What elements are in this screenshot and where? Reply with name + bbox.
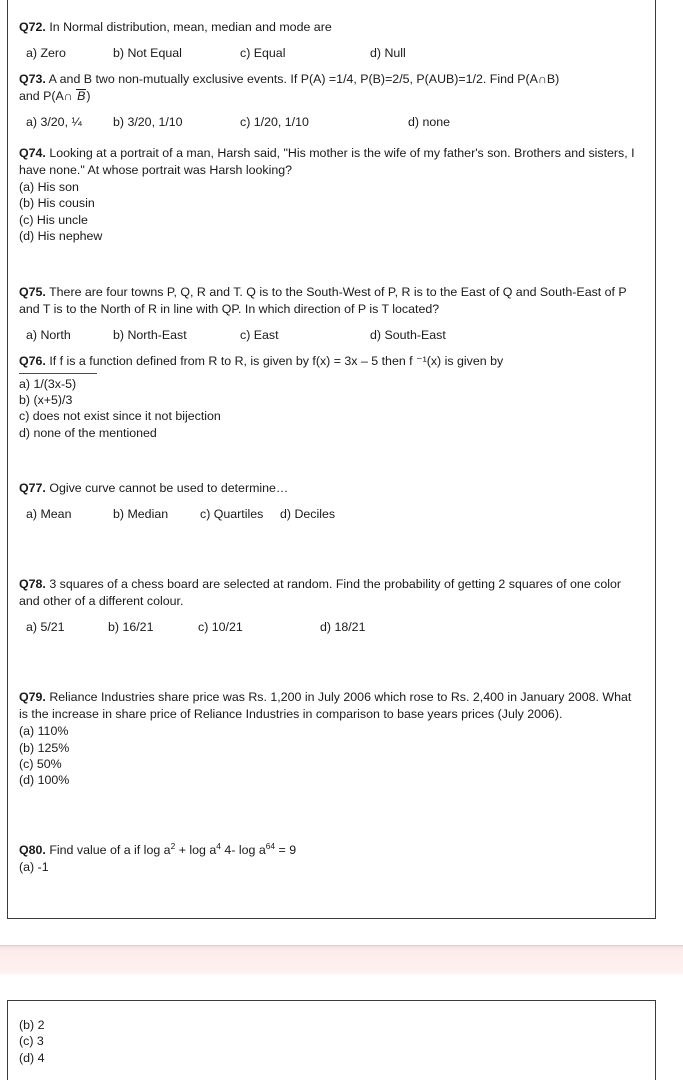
q78-number: Q78. bbox=[19, 577, 46, 592]
q74-options bbox=[19, 179, 642, 245]
q74-body: Looking at a portrait of a man, Harsh said, "His mother is the wife of my father's son. Brothers and sisters, I have none." At whose portrait was Harsh looking? bbox=[19, 146, 635, 177]
q80-options bbox=[19, 859, 642, 875]
q80-superscript-1: 2 bbox=[170, 840, 176, 851]
q80-option-a[interactable]: (a) -1 bbox=[19, 859, 49, 874]
q77-number: Q77. bbox=[19, 481, 46, 496]
q73-option-a[interactable]: a) 3/20, ¼ bbox=[26, 115, 82, 129]
q75-options bbox=[19, 327, 642, 344]
q77-body: Ogive curve cannot be used to determine… bbox=[49, 481, 289, 496]
q73-number: Q73. bbox=[19, 72, 46, 86]
spacer bbox=[19, 245, 642, 284]
q78-body: 3 squares of a chess board are selected at random. Find the probability of getting 2 squares of one color and other of a different colour. bbox=[19, 577, 622, 609]
q79-options bbox=[19, 723, 642, 789]
q72-option-d[interactable]: d) Null bbox=[370, 46, 406, 60]
q75-text bbox=[19, 284, 642, 318]
q72-option-a[interactable]: a) Zero bbox=[26, 46, 66, 60]
q73-line2-suffix: ) bbox=[86, 89, 91, 103]
q76-option-b[interactable]: b) (x+5)/3 bbox=[19, 393, 73, 408]
q78-option-b[interactable]: b) 16/21 bbox=[108, 620, 154, 635]
q77-option-c[interactable]: c) Quartiles bbox=[200, 507, 264, 522]
q75-body: There are four towns P, Q, R and T. Q is to the South-West of P, R is to the East of Q and South-East of P and T is to the North of R in line with QP. In which direction of P is T located? bbox=[19, 284, 627, 316]
scan-separator-band bbox=[0, 945, 683, 976]
question-q73 bbox=[19, 71, 642, 131]
q76-options bbox=[19, 376, 642, 442]
q72-option-c[interactable]: c) Equal bbox=[240, 46, 286, 60]
spacer bbox=[19, 497, 642, 506]
q79-option-b[interactable]: (b) 125% bbox=[19, 740, 70, 755]
page-one-content bbox=[8, 0, 655, 875]
q73-option-c[interactable]: c) 1/20, 1/10 bbox=[240, 115, 309, 129]
q75-option-b[interactable]: b) North-East bbox=[113, 327, 187, 342]
question-q79 bbox=[19, 689, 642, 789]
q78-option-a[interactable]: a) 5/21 bbox=[26, 620, 65, 635]
q79-body: Reliance Industries share price was Rs. 1,200 in July 2006 which rose to Rs. 2,400 in January 2008. What is the increase in share price of Reliance Industries in comparison to base years prices (July 2006). bbox=[19, 690, 632, 722]
q76-option-c[interactable]: c) does not exist since it not bijection bbox=[19, 409, 221, 424]
page-sheet-one bbox=[7, 0, 656, 919]
q76-option-a[interactable]: a) 1/(3x-5) bbox=[19, 376, 77, 391]
q73-text bbox=[19, 71, 642, 88]
q79-number: Q79. bbox=[19, 690, 46, 705]
q77-option-b[interactable]: b) Median bbox=[113, 507, 169, 522]
q76-answer-blank-rule bbox=[19, 373, 97, 374]
q73-option-b[interactable]: b) 3/20, 1/10 bbox=[113, 115, 183, 129]
spacer bbox=[19, 131, 642, 145]
q80-superscript-2: 4 bbox=[216, 840, 221, 851]
q77-options bbox=[19, 506, 642, 523]
spacer bbox=[19, 441, 642, 480]
q77-option-d[interactable]: d) Deciles bbox=[280, 507, 336, 522]
q77-text bbox=[19, 480, 642, 497]
page-two-content bbox=[8, 1001, 655, 1066]
q80-superscript-3: 64 bbox=[265, 840, 276, 851]
spacer bbox=[19, 610, 642, 619]
q80-part-1: Find value of a if log a bbox=[49, 842, 171, 857]
q72-text bbox=[19, 19, 642, 36]
q80-option-c[interactable]: (c) 3 bbox=[19, 1034, 44, 1049]
spacer bbox=[19, 344, 642, 353]
spacer bbox=[19, 789, 642, 828]
q73-b-complement: B bbox=[77, 89, 86, 103]
q80-options-continued bbox=[19, 1017, 642, 1066]
q74-option-d[interactable]: (d) His nephew bbox=[19, 229, 103, 244]
question-q74 bbox=[19, 145, 642, 245]
q79-option-a[interactable]: (a) 110% bbox=[19, 724, 69, 739]
q80-option-b[interactable]: (b) 2 bbox=[19, 1018, 45, 1032]
question-q80 bbox=[19, 842, 642, 875]
q76-option-d[interactable]: d) none of the mentioned bbox=[19, 425, 157, 440]
spacer bbox=[19, 62, 642, 71]
q75-number: Q75. bbox=[19, 284, 46, 299]
question-q76 bbox=[19, 353, 642, 442]
spacer bbox=[19, 105, 642, 114]
spacer bbox=[19, 318, 642, 327]
q79-option-c[interactable]: (c) 50% bbox=[19, 757, 62, 772]
q72-options bbox=[19, 45, 642, 62]
spacer bbox=[19, 828, 642, 842]
q79-option-d[interactable]: (d) 100% bbox=[19, 773, 70, 788]
question-q75 bbox=[19, 284, 642, 344]
question-q78 bbox=[19, 576, 642, 636]
q80-part-4: = 9 bbox=[275, 842, 297, 857]
q72-number: Q72. bbox=[19, 20, 46, 34]
q72-option-b[interactable]: b) Not Equal bbox=[113, 46, 182, 60]
q80-number: Q80. bbox=[19, 842, 46, 857]
q78-options bbox=[19, 619, 642, 636]
q75-option-c[interactable]: c) East bbox=[240, 327, 279, 342]
q73-text-line2 bbox=[19, 88, 642, 105]
q75-option-d[interactable]: d) South-East bbox=[370, 327, 446, 342]
q74-option-a[interactable]: (a) His son bbox=[19, 180, 79, 194]
spacer bbox=[19, 36, 642, 45]
page-sheet-two bbox=[7, 1000, 656, 1080]
q76-number: Q76. bbox=[19, 353, 46, 368]
q72-body: In Normal distribution, mean, median and mode are bbox=[49, 20, 332, 34]
q80-part-3: 4- log a bbox=[220, 842, 266, 857]
q76-text bbox=[19, 353, 642, 370]
q79-text bbox=[19, 689, 642, 723]
q73-options bbox=[19, 114, 642, 131]
q73-body: A and B two non-mutually exclusive events. If P(A) =1/4, P(B)=2/5, P(AUB)=1/2. Find P(A∩B) bbox=[48, 72, 560, 86]
q80-option-d[interactable]: (d) 4 bbox=[19, 1050, 45, 1065]
question-q72 bbox=[19, 19, 642, 62]
q74-text bbox=[19, 145, 642, 179]
spacer bbox=[19, 562, 642, 576]
q78-option-d[interactable]: d) 18/21 bbox=[320, 620, 366, 635]
q74-number: Q74. bbox=[19, 146, 46, 160]
spacer bbox=[19, 523, 642, 562]
q74-option-b[interactable]: (b) His cousin bbox=[19, 196, 95, 211]
q80-text bbox=[19, 842, 642, 859]
q76-body: If f is a function defined from R to R, is given by f(x) = 3x – 5 then f ⁻¹(x) is given by bbox=[49, 353, 504, 368]
q80-part-2: + log a bbox=[175, 842, 217, 857]
q78-text bbox=[19, 576, 642, 610]
q75-option-a[interactable]: a) North bbox=[26, 327, 71, 342]
spacer bbox=[19, 675, 642, 689]
q78-option-c[interactable]: c) 10/21 bbox=[198, 620, 243, 635]
question-q77 bbox=[19, 480, 642, 523]
spacer bbox=[19, 636, 642, 675]
q77-option-a[interactable]: a) Mean bbox=[26, 507, 72, 522]
q73-option-d[interactable]: d) none bbox=[408, 115, 451, 129]
q73-line2-prefix: and P(A∩ bbox=[19, 89, 77, 103]
q74-option-c[interactable]: (c) His uncle bbox=[19, 212, 88, 227]
